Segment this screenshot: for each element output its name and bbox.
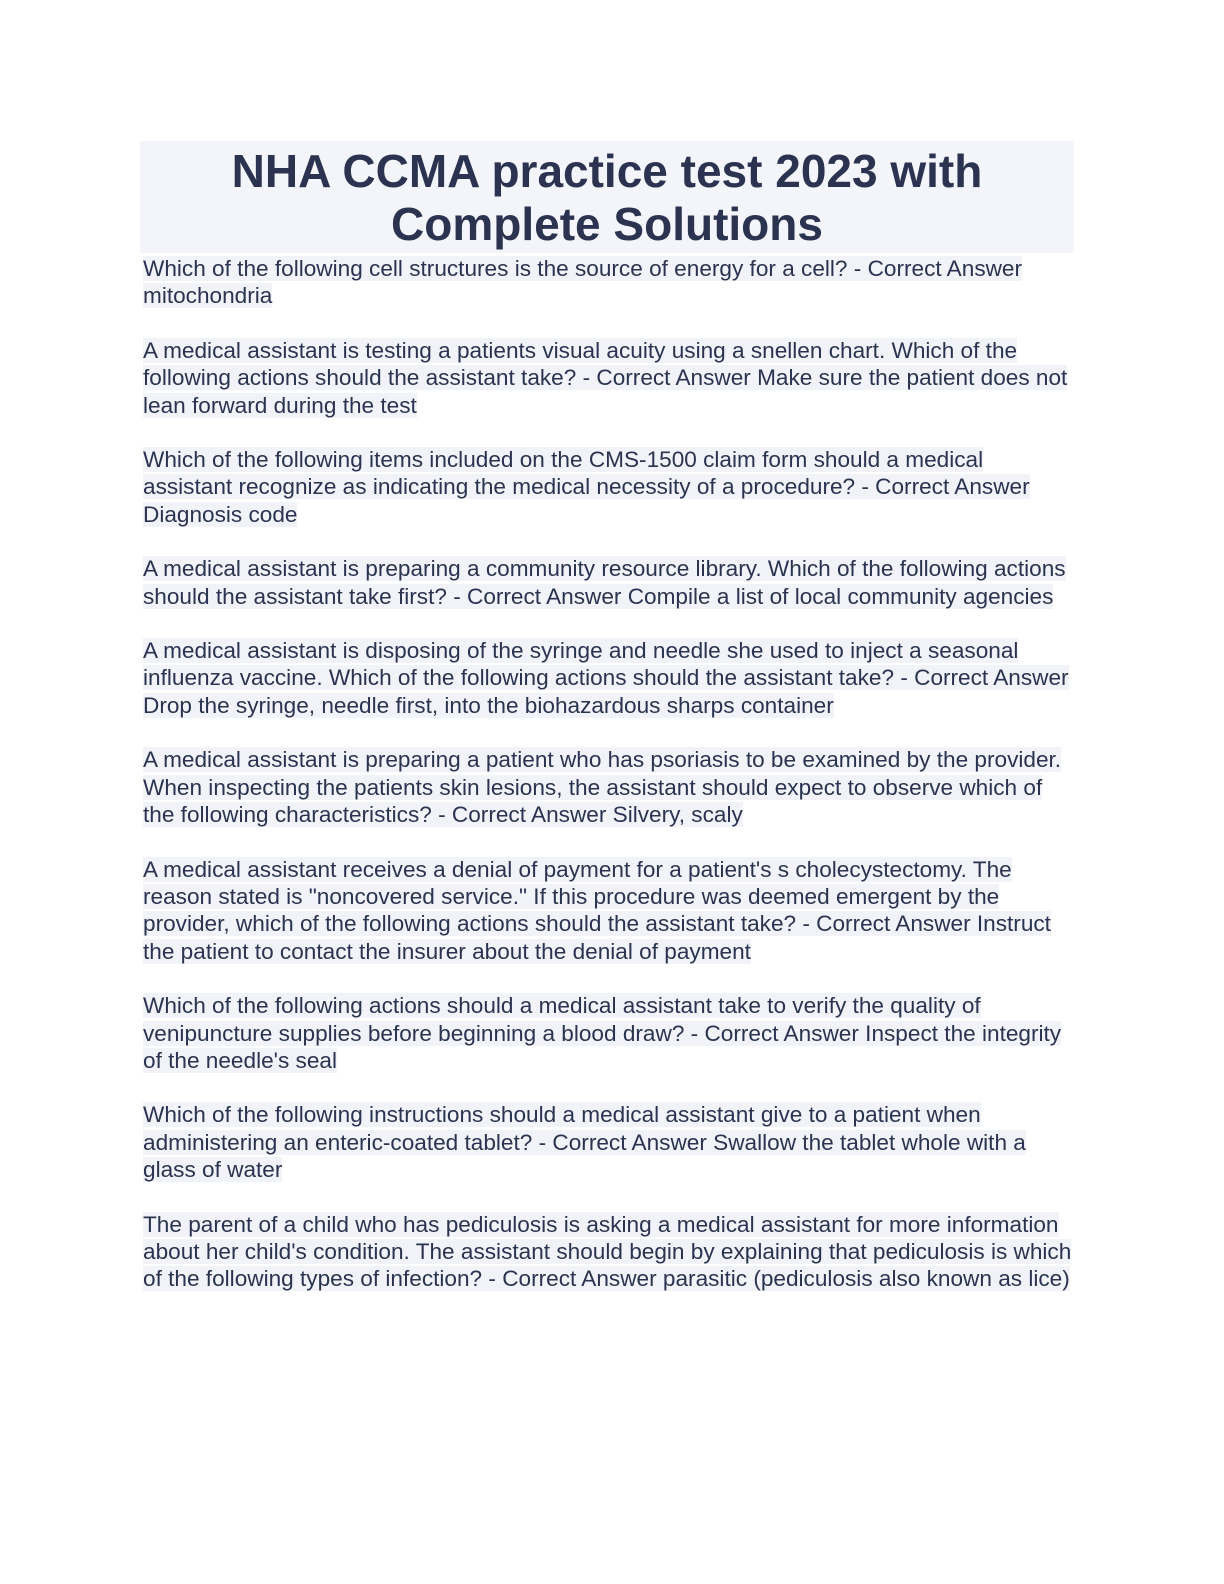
qa-text: Which of the following actions should a medical assistant take to verify the quality of venipuncture supplies before beginning a blood draw? - Correct Answer Inspect the integrity of the needle's seal — [143, 993, 1062, 1073]
qa-list — [140, 255, 1074, 1293]
title-block — [140, 141, 1074, 253]
document-page — [140, 141, 1074, 1320]
qa-item — [143, 446, 1074, 528]
qa-text: A medical assistant is preparing a community resource library. Which of the following actions should the assistant take first? - Correct Answer Compile a list of local community agencies — [143, 556, 1066, 609]
qa-text: A medical assistant is testing a patients visual acuity using a snellen chart. Which of the following actions should the assistant take? - Correct Answer Make sure the patient does not lean forward during the test — [143, 337, 1068, 418]
qa-text: Which of the following items included on the CMS-1500 claim form should a medical assistant recognize as indicating the medical necessity of a procedure? - Correct Answer Diagnosis code — [143, 447, 1030, 527]
qa-item — [143, 255, 1074, 310]
qa-item — [143, 1211, 1074, 1293]
qa-item — [143, 746, 1074, 828]
qa-item — [143, 1101, 1074, 1183]
qa-text: A medical assistant is disposing of the syringe and needle she used to inject a seasonal influenza vaccine. Which of the following actions should the assistant take? - Correct Answer Drop the syringe, needle first, into the biohazardous sharps container — [143, 638, 1069, 718]
qa-text: The parent of a child who has pediculosis is asking a medical assistant for more information about her child's condition. The assistant should begin by explaining that pediculosis is which of the following types of infection? - Correct Answer parasitic (pediculosis also known as lice) — [143, 1211, 1072, 1292]
qa-item — [143, 337, 1074, 419]
qa-text: A medical assistant receives a denial of payment for a patient's s cholecystectomy. The reason stated is "noncovered service." If this procedure was deemed emergent by the provider, which of the following actions should the assistant take? - Correct Answer Instruct the patient to contact the insurer about the denial of payment — [143, 856, 1051, 964]
qa-text: Which of the following instructions should a medical assistant give to a patient when administering an enteric-coated tablet? - Correct Answer Swallow the tablet whole with a glass of water — [143, 1102, 1026, 1183]
qa-item — [143, 856, 1074, 966]
qa-item — [143, 992, 1074, 1074]
qa-text: Which of the following cell structures is the source of energy for a cell? - Correct Answer mitochondria — [143, 256, 1023, 309]
qa-item — [143, 637, 1074, 719]
qa-item — [143, 555, 1074, 610]
qa-text: A medical assistant is preparing a patient who has psoriasis to be examined by the provider. When inspecting the patients skin lesions, the assistant should expect to observe which of the following characteristics? - Correct Answer Silvery, scaly — [143, 747, 1062, 828]
page-title: NHA CCMA practice test 2023 with Complete Solutions — [231, 145, 983, 250]
